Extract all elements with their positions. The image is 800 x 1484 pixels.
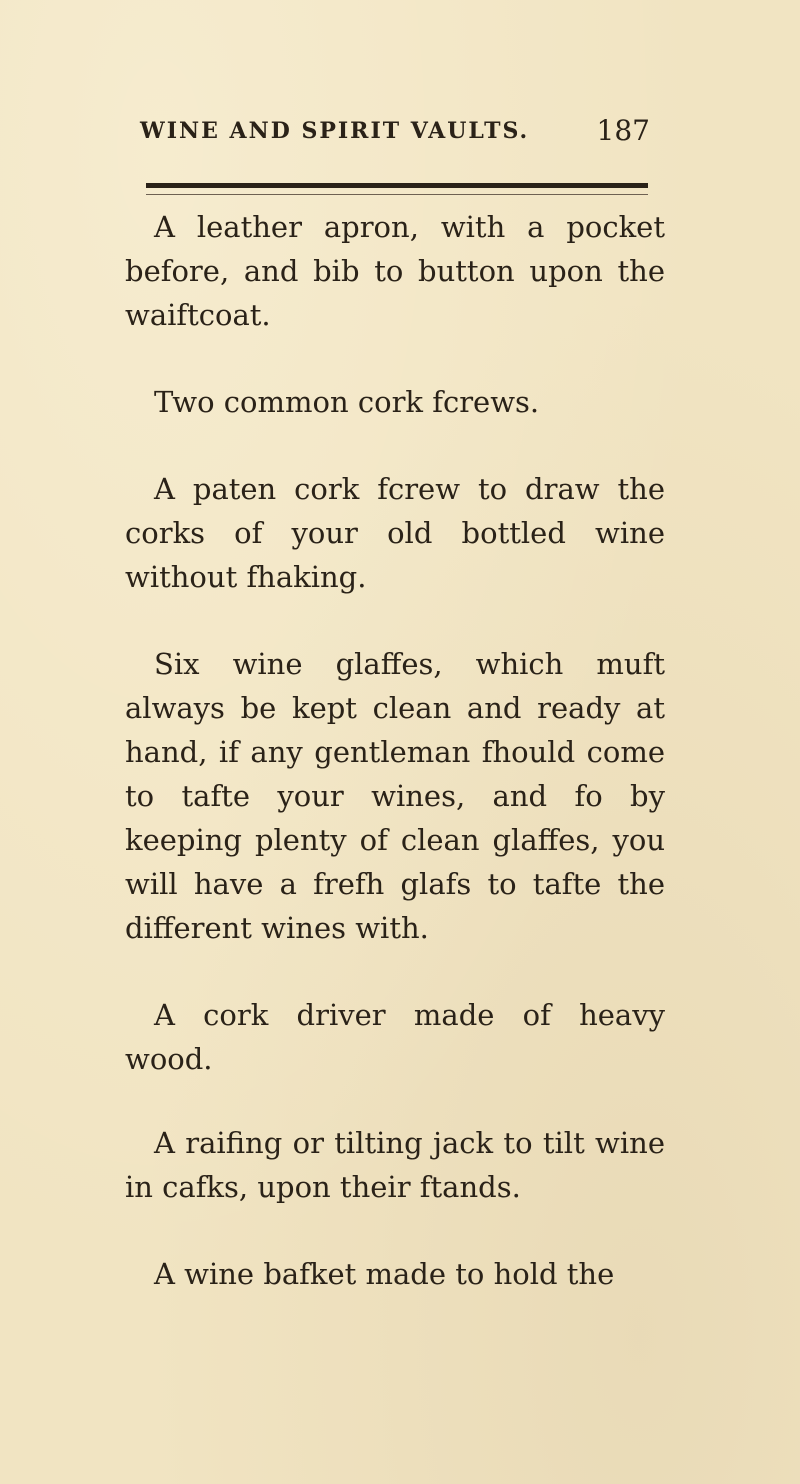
paragraph: Two common cork fcrews. xyxy=(154,385,540,419)
page-number: 187 xyxy=(596,114,650,147)
running-header xyxy=(140,116,660,156)
paragraph: A raifing or tilting jack to tilt wine in cafks, upon their ftands. xyxy=(125,1126,665,1204)
page-body xyxy=(125,205,665,1339)
header-rule-thin xyxy=(146,194,648,195)
running-title: WINE AND SPIRIT VAULTS. xyxy=(140,118,530,144)
paragraph: A cork driver made of heavy wood. xyxy=(125,998,665,1076)
header-rule xyxy=(146,183,648,188)
paragraph: A wine bafket made to hold the xyxy=(154,1257,615,1291)
paragraph: A paten cork fcrew to draw the corks of your old bottled wine without fhaking. xyxy=(125,472,665,594)
paragraph: A leather apron, with a pocket before, and bib to button upon the waiftcoat. xyxy=(125,210,665,332)
paragraph: Six wine glaffes, which muft always be kept clean and ready at hand, if any gentleman fhould come to tafte your wines, and fo by keeping plenty of clean glaffes, you will have a frefh glafs to tafte the different wines with. xyxy=(125,647,665,945)
